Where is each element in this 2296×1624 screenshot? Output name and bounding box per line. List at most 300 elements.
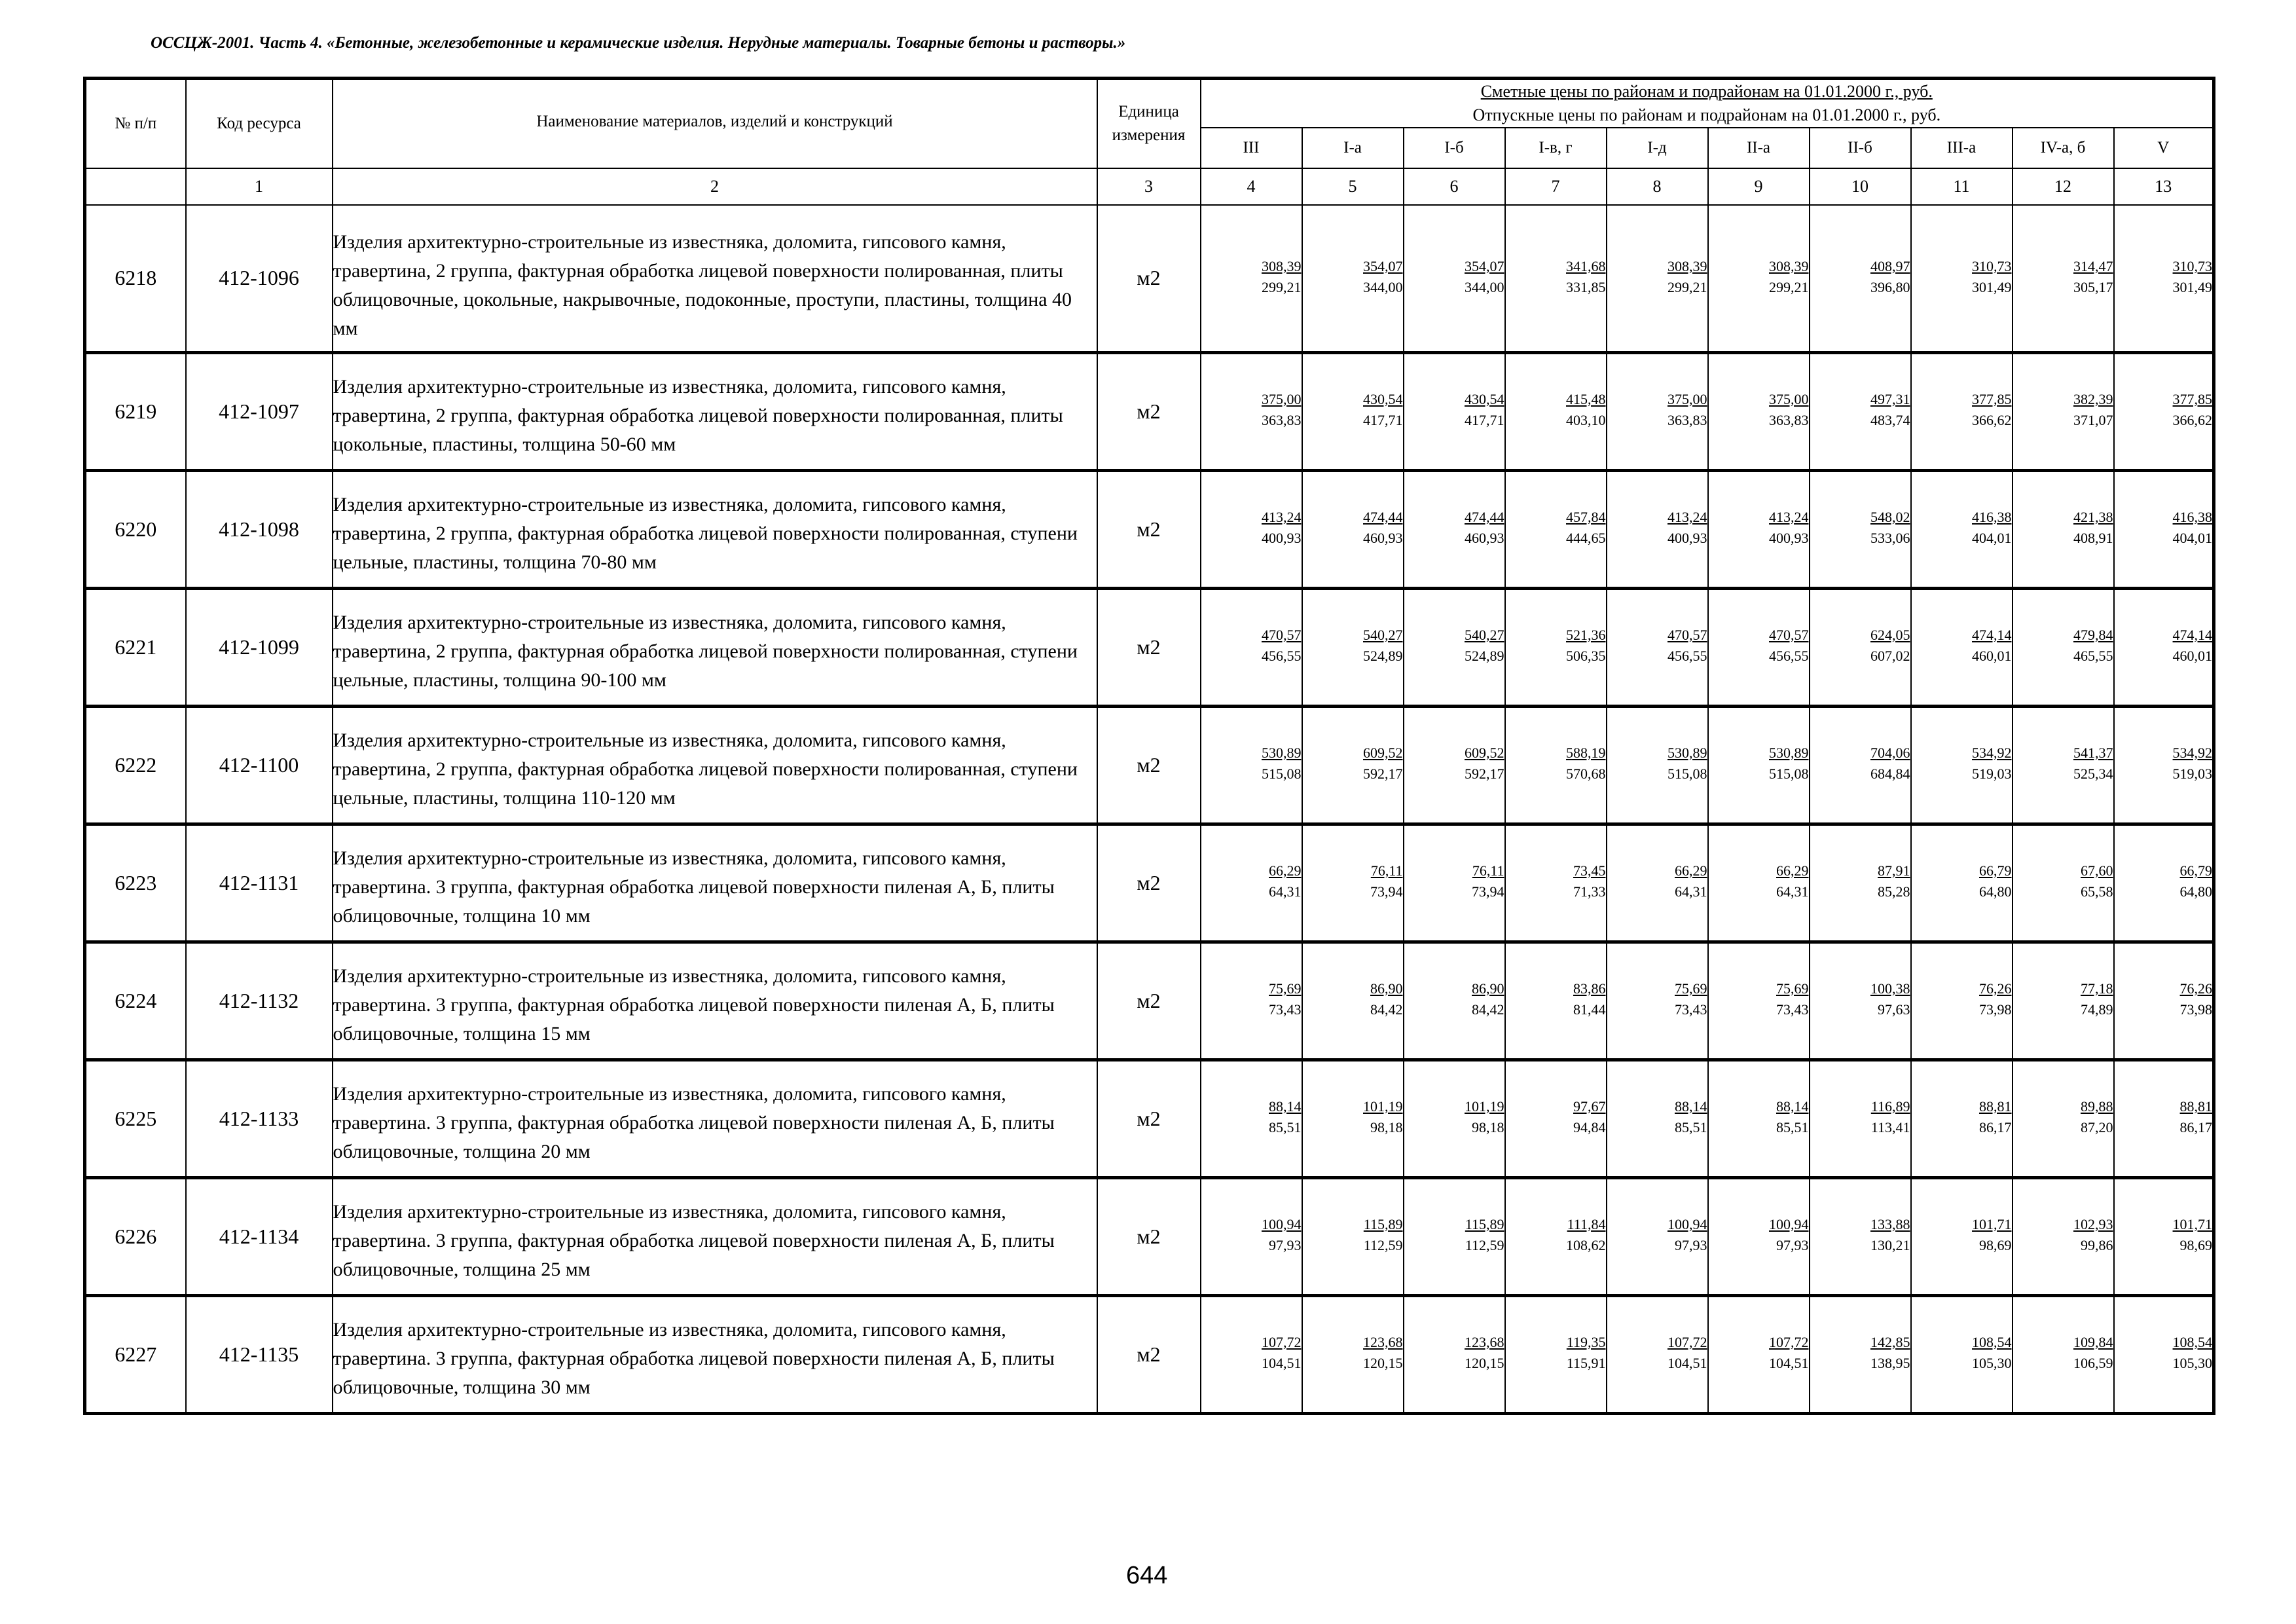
price-cell [1201,1295,1302,1413]
release-price: 112,59 [1465,1237,1504,1253]
row-number: 6224 [85,942,186,1060]
release-price: 400,93 [1769,530,1809,546]
index-cell: 1 [186,168,333,205]
release-price: 73,43 [1776,1001,1809,1018]
price-cell [1302,1295,1404,1413]
price-cell [1911,352,2013,470]
release-price: 519,03 [2172,766,2213,782]
price-cell [1404,1295,1505,1413]
price-cell [1201,1177,1302,1295]
material-name: Изделия архитектурно-строительные из известняка, доломита, гипсового камня, травертина. 3 группа, фактурная обработка лицевой поверхности пиленая А, Б, плиты облицовочные, толщина 20 мм [333,1060,1097,1177]
estimate-price: 521,36 [1566,627,1606,643]
column-index-row [85,168,2214,205]
estimate-price: 704,06 [1870,745,1910,761]
release-price: 456,55 [1262,648,1302,664]
region-header: I-в, г [1505,128,1607,168]
price-cell [1505,470,1607,588]
estimate-price: 530,89 [1769,745,1809,761]
price-cell [1810,1295,1911,1413]
release-price: 81,44 [1573,1001,1606,1018]
release-price: 592,17 [1363,766,1403,782]
price-cell [1607,824,1708,942]
estimate-price: 474,44 [1363,509,1403,525]
release-price: 404,01 [2172,530,2213,546]
release-price: 525,34 [2073,766,2113,782]
release-price: 85,28 [1878,883,1910,900]
price-cell [1302,824,1404,942]
price-cell [1810,588,1911,706]
index-cell: 4 [1201,168,1302,205]
release-price: 524,89 [1465,648,1504,664]
price-cell [1302,352,1404,470]
price-cell [1607,205,1708,352]
price-cell [1302,1060,1404,1177]
release-price: 94,84 [1573,1119,1606,1135]
estimate-price: 101,19 [1363,1098,1403,1115]
price-cell [1404,824,1505,942]
estimate-price: 88,14 [1269,1098,1302,1115]
price-cell [1607,1060,1708,1177]
price-cell [1708,942,1810,1060]
row-number: 6218 [85,205,186,352]
price-cell [1708,205,1810,352]
price-cell [2114,588,2214,706]
price-cell [2114,1295,2214,1413]
price-cell [1505,824,1607,942]
index-cell: 11 [1911,168,2013,205]
price-cell [1505,1295,1607,1413]
region-header: III [1201,128,1302,168]
estimate-price: 97,67 [1573,1098,1606,1115]
unit-cell: м2 [1097,1177,1201,1295]
region-header: II-б [1810,128,1911,168]
table-row [85,1295,2214,1413]
release-price: 98,18 [1370,1119,1403,1135]
price-cell [1302,588,1404,706]
price-cell [2013,1060,2114,1177]
estimate-price: 609,52 [1465,745,1504,761]
estimate-price: 474,14 [1972,627,2012,643]
prices-estimate-label: Сметные цены по районам и подрайонам на 01.01.2000 г., руб. [1480,82,1933,101]
release-price: 301,49 [2172,278,2213,295]
release-price: 64,31 [1675,883,1707,900]
release-price: 73,94 [1370,883,1403,900]
release-price: 366,62 [1972,412,2012,428]
price-cell [1302,942,1404,1060]
estimate-price: 310,73 [1972,257,2012,274]
resource-code: 412-1132 [186,942,333,1060]
price-cell [2114,205,2214,352]
release-price: 684,84 [1870,766,1910,782]
table-row [85,205,2214,352]
table-row [85,588,2214,706]
release-price: 344,00 [1363,278,1403,295]
estimate-price: 534,92 [1972,745,2012,761]
price-cell [2114,470,2214,588]
estimate-price: 100,94 [1769,1216,1809,1232]
table-row [85,352,2214,470]
price-cell [1911,1295,2013,1413]
price-cell [1505,942,1607,1060]
release-price: 460,93 [1465,530,1504,546]
table-row [85,1177,2214,1295]
release-price: 106,59 [2073,1355,2113,1371]
release-price: 403,10 [1566,412,1606,428]
release-price: 104,51 [1667,1355,1707,1371]
row-number: 6226 [85,1177,186,1295]
estimate-price: 86,90 [1370,980,1403,997]
estimate-price: 479,84 [2073,627,2113,643]
release-price: 400,93 [1667,530,1707,546]
price-cell [1404,352,1505,470]
release-price: 138,95 [1870,1355,1910,1371]
release-price: 120,15 [1363,1355,1403,1371]
price-cell [1505,352,1607,470]
release-price: 86,17 [2179,1119,2213,1135]
estimate-price: 416,38 [2172,509,2213,525]
price-cell [2114,706,2214,824]
price-cell [2013,588,2114,706]
price-cell [1201,352,1302,470]
price-cell [1505,1060,1607,1177]
release-price: 115,91 [1566,1355,1606,1371]
row-number: 6223 [85,824,186,942]
release-price: 97,93 [1776,1237,1809,1253]
price-cell [1607,1177,1708,1295]
price-cell [1302,470,1404,588]
release-price: 64,31 [1269,883,1302,900]
release-price: 305,17 [2073,278,2113,295]
release-price: 130,21 [1870,1237,1910,1253]
estimate-price: 100,94 [1262,1216,1302,1232]
estimate-price: 88,81 [1979,1098,2012,1115]
estimate-price: 534,92 [2172,745,2213,761]
release-price: 71,33 [1573,883,1606,900]
release-price: 396,80 [1870,278,1910,295]
estimate-price: 540,27 [1363,627,1403,643]
estimate-price: 75,69 [1269,980,1302,997]
estimate-price: 88,14 [1675,1098,1707,1115]
estimate-price: 66,79 [2179,862,2213,879]
estimate-price: 354,07 [1465,257,1504,274]
price-cell [1708,1060,1810,1177]
estimate-price: 470,57 [1769,627,1809,643]
index-cell: 6 [1404,168,1505,205]
header-row [85,79,2214,128]
price-cell [1404,470,1505,588]
release-price: 105,30 [2172,1355,2213,1371]
col-num-header: № п/п [85,79,186,169]
release-price: 366,62 [2172,412,2213,428]
estimate-price: 354,07 [1363,257,1403,274]
price-cell [1911,706,2013,824]
index-cell: 10 [1810,168,1911,205]
release-price: 87,20 [2081,1119,2113,1135]
index-cell: 9 [1708,168,1810,205]
release-price: 64,80 [2179,883,2213,900]
resource-code: 412-1096 [186,205,333,352]
release-price: 570,68 [1566,766,1606,782]
resource-code: 412-1135 [186,1295,333,1413]
estimate-price: 66,29 [1776,862,1809,879]
estimate-price: 107,72 [1769,1334,1809,1350]
region-header: I-б [1404,128,1505,168]
release-price: 104,51 [1769,1355,1809,1371]
price-cell [1810,205,1911,352]
row-number: 6221 [85,588,186,706]
estimate-price: 541,37 [2073,745,2113,761]
release-price: 460,93 [1363,530,1403,546]
estimate-price: 308,39 [1667,257,1707,274]
estimate-price: 115,89 [1465,1216,1504,1232]
price-cell [1505,1177,1607,1295]
estimate-price: 108,54 [2172,1334,2213,1350]
estimate-price: 430,54 [1465,391,1504,407]
estimate-price: 100,94 [1667,1216,1707,1232]
estimate-price: 341,68 [1566,257,1606,274]
release-price: 444,65 [1566,530,1606,546]
price-cell [1201,1060,1302,1177]
release-price: 607,02 [1870,648,1910,664]
price-cell [1404,942,1505,1060]
estimate-price: 88,81 [2179,1098,2213,1115]
price-cell [1911,1060,2013,1177]
resource-code: 412-1097 [186,352,333,470]
price-cell [1302,1177,1404,1295]
document-header: ОССЦЖ-2001. Часть 4. «Бетонные, железобетонные и керамические изделия. Нерудные материалы. Товарные бетоны и растворы.» [151,34,1126,52]
price-cell [2013,470,2114,588]
release-price: 84,42 [1472,1001,1504,1018]
release-price: 592,17 [1465,766,1504,782]
estimate-price: 530,89 [1262,745,1302,761]
release-price: 97,63 [1878,1001,1910,1018]
material-name: Изделия архитектурно-строительные из известняка, доломита, гипсового камня, травертина. 3 группа, фактурная обработка лицевой поверхности пиленая А, Б, плиты облицовочные, толщина 30 мм [333,1295,1097,1413]
estimate-price: 86,90 [1472,980,1504,997]
price-cell [1911,205,2013,352]
release-price: 404,01 [1972,530,2012,546]
release-price: 524,89 [1363,648,1403,664]
estimate-price: 457,84 [1566,509,1606,525]
price-cell [2114,824,2214,942]
price-cell [1607,588,1708,706]
price-cell [1810,706,1911,824]
release-price: 64,31 [1776,883,1809,900]
price-cell [1505,706,1607,824]
release-price: 73,43 [1675,1001,1707,1018]
price-cell [1201,706,1302,824]
price-cell [1708,352,1810,470]
price-cell [1810,942,1911,1060]
col-code-header: Код ресурса [186,79,333,169]
estimate-price: 115,89 [1363,1216,1403,1232]
price-cell [1201,470,1302,588]
resource-code: 412-1100 [186,706,333,824]
price-cell [2114,1060,2214,1177]
estimate-price: 310,73 [2172,257,2213,274]
release-price: 97,93 [1675,1237,1707,1253]
index-cell: 8 [1607,168,1708,205]
estimate-price: 123,68 [1465,1334,1504,1350]
estimate-price: 413,24 [1262,509,1302,525]
estimate-price: 421,38 [2073,509,2113,525]
estimate-price: 540,27 [1465,627,1504,643]
price-cell [1607,706,1708,824]
release-price: 98,69 [1979,1237,2012,1253]
estimate-price: 470,57 [1262,627,1302,643]
estimate-price: 66,29 [1675,862,1707,879]
release-price: 371,07 [2073,412,2113,428]
price-cell [1201,824,1302,942]
price-cell [1302,205,1404,352]
unit-cell: м2 [1097,352,1201,470]
resource-code: 412-1099 [186,588,333,706]
estimate-price: 76,11 [1370,862,1403,879]
release-price: 460,01 [2172,648,2213,664]
price-cell [2114,352,2214,470]
release-price: 86,17 [1979,1119,2012,1135]
release-price: 65,58 [2081,883,2113,900]
region-header: II-а [1708,128,1810,168]
price-cell [1810,1177,1911,1295]
release-price: 85,51 [1776,1119,1809,1135]
table-row [85,942,2214,1060]
release-price: 483,74 [1870,412,1910,428]
unit-cell: м2 [1097,588,1201,706]
price-cell [1911,824,2013,942]
price-cell [1404,706,1505,824]
estimate-price: 87,91 [1878,862,1910,879]
release-price: 299,21 [1667,278,1707,295]
price-cell [1201,588,1302,706]
estimate-price: 107,72 [1667,1334,1707,1350]
table-row [85,470,2214,588]
price-cell [2114,1177,2214,1295]
estimate-price: 308,39 [1262,257,1302,274]
release-price: 456,55 [1667,648,1707,664]
price-cell [1607,1295,1708,1413]
estimate-price: 430,54 [1363,391,1403,407]
release-price: 74,89 [2081,1001,2113,1018]
unit-cell: м2 [1097,824,1201,942]
estimate-price: 109,84 [2073,1334,2113,1350]
price-cell [1911,942,2013,1060]
estimate-price: 413,24 [1667,509,1707,525]
estimate-price: 382,39 [2073,391,2113,407]
release-price: 417,71 [1363,412,1403,428]
material-name: Изделия архитектурно-строительные из известняка, доломита, гипсового камня, травертина. 3 группа, фактурная обработка лицевой поверхности пиленая А, Б, плиты облицовочные, толщина 10 мм [333,824,1097,942]
release-price: 64,80 [1979,883,2012,900]
release-price: 113,41 [1870,1119,1910,1135]
index-cell: 13 [2114,168,2214,205]
release-price: 363,83 [1769,412,1809,428]
release-price: 506,35 [1566,648,1606,664]
price-cell [1505,205,1607,352]
unit-cell: м2 [1097,1295,1201,1413]
release-price: 99,86 [2081,1237,2113,1253]
estimate-price: 75,69 [1675,980,1707,997]
release-price: 84,42 [1370,1001,1403,1018]
estimate-price: 377,85 [1972,391,2012,407]
estimate-price: 375,00 [1262,391,1302,407]
estimate-price: 375,00 [1667,391,1707,407]
release-price: 299,21 [1769,278,1809,295]
index-cell: 7 [1505,168,1607,205]
price-cell [2013,824,2114,942]
release-price: 105,30 [1972,1355,2012,1371]
release-price: 363,83 [1667,412,1707,428]
estimate-price: 100,38 [1870,980,1910,997]
price-cell [1911,588,2013,706]
release-price: 73,98 [2179,1001,2213,1018]
unit-cell: м2 [1097,1060,1201,1177]
estimate-price: 75,69 [1776,980,1809,997]
estimate-price: 408,97 [1870,257,1910,274]
price-cell [2013,205,2114,352]
release-price: 85,51 [1269,1119,1302,1135]
release-price: 515,08 [1262,766,1302,782]
price-cell [1810,470,1911,588]
estimate-price: 474,44 [1465,509,1504,525]
col-unit-header: Единица измерения [1097,79,1201,169]
price-table [83,77,2215,1415]
resource-code: 412-1133 [186,1060,333,1177]
price-cell [1404,588,1505,706]
material-name: Изделия архитектурно-строительные из известняка, доломита, гипсового камня, травертина, 2 группа, фактурная обработка лицевой поверхности полированная, ступени цельные, пластины, толщина 70-80 мм [333,470,1097,588]
release-price: 400,93 [1262,530,1302,546]
index-cell: 12 [2013,168,2114,205]
price-cell [1810,352,1911,470]
estimate-price: 111,84 [1567,1216,1606,1232]
estimate-price: 107,72 [1262,1334,1302,1350]
region-header: IV-а, б [2013,128,2114,168]
release-price: 465,55 [2073,648,2113,664]
price-cell [1404,1060,1505,1177]
release-price: 533,06 [1870,530,1910,546]
estimate-price: 308,39 [1769,257,1809,274]
release-price: 460,01 [1972,648,2012,664]
estimate-price: 76,26 [2179,980,2213,997]
release-price: 301,49 [1972,278,2012,295]
material-name: Изделия архитектурно-строительные из известняка, доломита, гипсового камня, травертина, 2 группа, фактурная обработка лицевой поверхности полированная, плиты облицовочные, цокольные, накрывочные, подоконные, проступи, пластины, толщина 40 мм [333,205,1097,352]
estimate-price: 133,88 [1870,1216,1910,1232]
price-cell [2013,1177,2114,1295]
material-name: Изделия архитектурно-строительные из известняка, доломита, гипсового камня, травертина, 2 группа, фактурная обработка лицевой поверхности полированная, ступени цельные, пластины, толщина 90-100 мм [333,588,1097,706]
estimate-price: 102,93 [2073,1216,2113,1232]
estimate-price: 470,57 [1667,627,1707,643]
unit-cell: м2 [1097,205,1201,352]
estimate-price: 314,47 [2073,257,2113,274]
price-cell [1201,942,1302,1060]
price-cell [2013,352,2114,470]
estimate-price: 375,00 [1769,391,1809,407]
price-cell [1302,706,1404,824]
price-cell [1708,706,1810,824]
material-name: Изделия архитектурно-строительные из известняка, доломита, гипсового камня, травертина, 2 группа, фактурная обработка лицевой поверхности полированная, плиты цокольные, пластины, толщина 50-60 мм [333,352,1097,470]
row-number: 6219 [85,352,186,470]
price-cell [1911,1177,2013,1295]
unit-cell: м2 [1097,470,1201,588]
release-price: 108,62 [1566,1237,1606,1253]
price-cell [2114,942,2214,1060]
estimate-price: 497,31 [1870,391,1910,407]
estimate-price: 123,68 [1363,1334,1403,1350]
table-row [85,706,2214,824]
estimate-price: 101,19 [1465,1098,1504,1115]
estimate-price: 548,02 [1870,509,1910,525]
estimate-price: 101,71 [1972,1216,2012,1232]
estimate-price: 588,19 [1566,745,1606,761]
release-price: 408,91 [2073,530,2113,546]
